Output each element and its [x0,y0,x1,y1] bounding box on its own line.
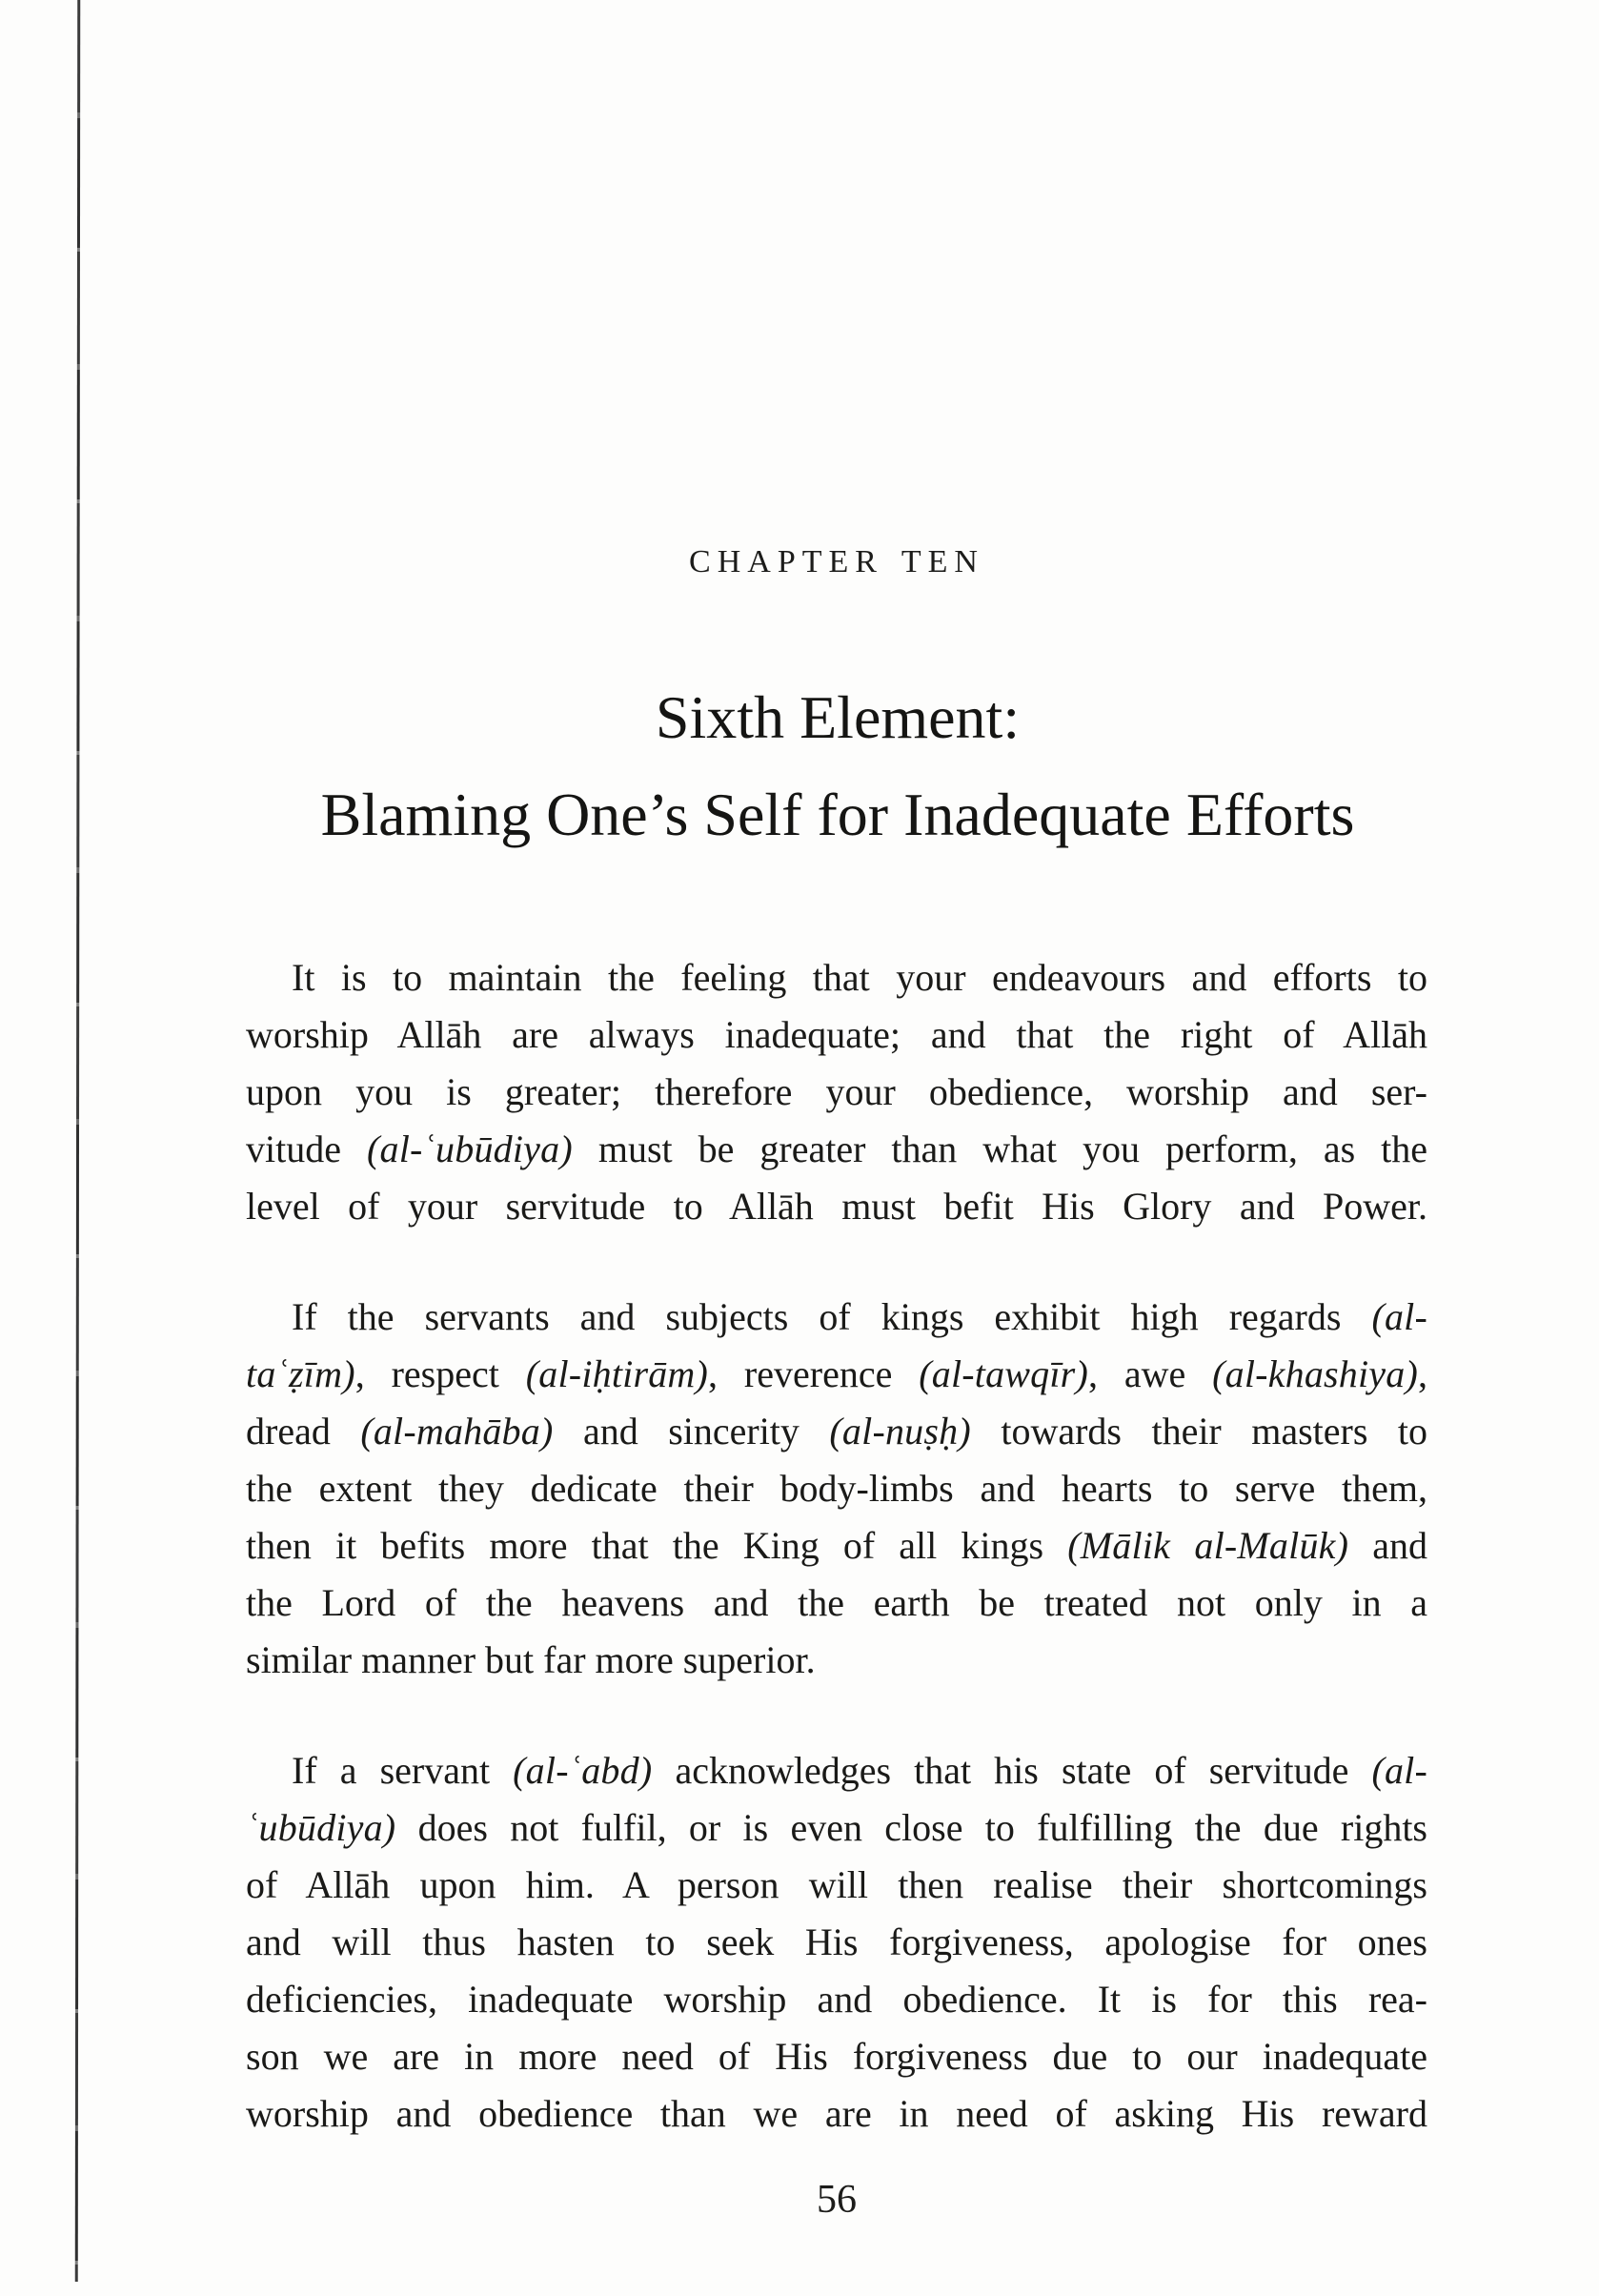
chapter-title [209,669,1467,864]
text-segment: , [1418,1352,1427,1395]
text-line [246,1346,1427,1403]
text-segment: , reverence [708,1352,920,1395]
text-line [246,1857,1427,1914]
text-segment: and [1348,1524,1427,1567]
paragraph [246,1289,1427,1689]
text-line [246,1632,1427,1689]
text-line [246,949,1427,1006]
text-line [246,1575,1427,1632]
text-line [246,1121,1427,1178]
transliteration-term: (al-iḥtirām) [525,1352,709,1395]
text-line [246,1914,1427,1971]
body-paragraphs [246,949,1427,2143]
transliteration-term: taʿẓīm) [246,1352,355,1395]
page-number: 56 [817,2178,857,2222]
text-segment: son we are in more need of His forgiveness due to our inadequate [246,2035,1427,2078]
text-segment: then it befits more that the King of all kings [246,1524,1068,1567]
transliteration-term: ʿubūdiya) [246,1806,396,1849]
paragraph [246,1742,1427,2143]
scan-binding-line [75,0,81,2282]
text-segment: and will thus hasten to seek His forgiveness, apologise for ones [246,1920,1427,1963]
chapter-title-line2: Blaming One’s Self for Inadequate Efforts [320,781,1355,848]
transliteration-term: (al-khashiya) [1212,1352,1418,1395]
transliteration-term: (al- [1371,1749,1427,1792]
text-line [246,1289,1427,1346]
text-segment: and sincerity [553,1410,830,1453]
transliteration-term: (al-ʿabd) [513,1749,653,1792]
transliteration-term: (al- [1371,1295,1427,1338]
paragraph [246,949,1427,1235]
transliteration-term: (al-ʿubūdiya) [366,1128,573,1170]
text-line [246,1971,1427,2028]
text-segment: worship Allāh are always inadequate; and that the right of Allāh [246,1013,1427,1056]
text-segment: must be greater than what you perform, as the [572,1128,1428,1170]
text-segment: deficiencies, inadequate worship and obedience. It is for this rea- [246,1978,1427,2021]
transliteration-term: (Mālik al-Malūk) [1067,1524,1349,1567]
text-segment: acknowledges that his state of servitude [652,1749,1372,1792]
text-segment: towards their masters to [970,1410,1427,1453]
text-line [246,1006,1427,1064]
text-line [246,1799,1427,1857]
text-segment: the Lord of the heavens and the earth be treated not only in a [246,1581,1427,1624]
text-segment: dread [246,1410,361,1453]
text-segment: If a servant [292,1749,514,1792]
chapter-title-line1: Sixth Element: [655,683,1021,751]
text-segment: level of your servitude to Allāh must befit His Glory and Power. [246,1185,1427,1228]
text-line [246,1403,1427,1460]
text-segment: of Allāh upon him. A person will then realise their shortcomings [246,1863,1427,1906]
text-segment: , awe [1087,1352,1213,1395]
text-segment: the extent they dedicate their body-limbs and hearts to serve them, [246,1467,1427,1510]
text-line [246,1517,1427,1575]
text-segment: similar manner but far more superior. [246,1638,816,1681]
text-segment: vitude [246,1128,367,1170]
text-line [246,2085,1427,2143]
text-segment: It is to maintain the feeling that your endeavours and efforts to [292,956,1427,999]
text-line [246,1742,1427,1799]
transliteration-term: (al-mahāba) [360,1410,554,1453]
text-line [246,1460,1427,1517]
text-line [246,1178,1427,1235]
text-segment: , respect [354,1352,526,1395]
transliteration-term: (al-tawqīr) [919,1352,1088,1395]
text-segment: upon you is greater; therefore your obedience, worship and ser- [246,1070,1427,1113]
text-line [246,1064,1427,1121]
transliteration-term: (al-nuṣḥ) [829,1410,971,1453]
text-segment: worship and obedience than we are in need of asking His reward [246,2092,1427,2135]
text-segment: does not fulfil, or is even close to fulfilling the due rights [395,1806,1427,1849]
text-segment: If the servants and subjects of kings exhibit high regards [292,1295,1372,1338]
text-line [246,2028,1427,2085]
chapter-heading: CHAPTER TEN [689,544,984,579]
